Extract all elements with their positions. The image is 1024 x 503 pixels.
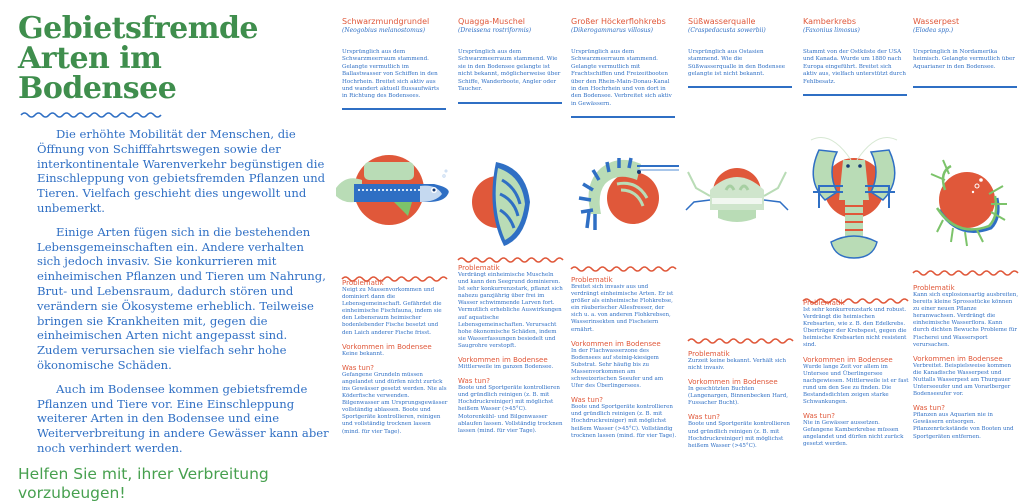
red-wave-divider bbox=[913, 262, 1013, 281]
species-details bbox=[342, 279, 448, 436]
action-text: Boote und Sportgeräte kontrollieren und gründlich reinigen (z. B. mit Hochdruckreiniger) mit möglichst heißem Wasser (>45°C). Vollständig trocknen lassen (mind. für vier Tage). bbox=[571, 404, 677, 439]
problem-heading: Problematik bbox=[571, 276, 613, 284]
species-description: Ursprünglich aus dem Schwarzmeerraum stammend. Gelangte vermutlich mit Frachtschiffen und Freizeitbooten über den Rhein-Main-Donau-Kanal in den Hochrhein und von dort in den Bodensee. Verbreitet sich aktiv in Gewässern. bbox=[571, 49, 672, 107]
species-description: Ursprünglich in Nordamerika heimisch. Gelangte vermutlich über Aquarianer in den Bodensee. bbox=[913, 49, 1015, 70]
jellyfish-icon bbox=[682, 150, 792, 244]
species-name: Großer Höckerflohkrebs bbox=[571, 17, 666, 26]
blue-rule-divider bbox=[688, 86, 792, 88]
intro-paragraph-1: Die erhöhte Mobilität der Menschen, die Öffnung von Schifffahrtswegen sowie der interkontinentale Warenverkehr begünstigen die Einschleppung von gebietsfremden Pflanzen und Tieren. Vielfach geschieht dies ungewollt und unbemerkt. bbox=[37, 127, 326, 215]
occurrence-text: In geschützten Buchten (Langenargen, Binnenbecken Hard, Fussacher Bucht). bbox=[688, 386, 789, 407]
call-to-action: Helfen Sie mit, ihrer Verbreitung vorzubeugen! bbox=[18, 464, 269, 502]
intro-panel bbox=[18, 11, 330, 503]
problem-text: Verdrängt einheimische Muscheln und kann den Seegrund dominieren. Ist sehr konkurrenzstark, pflanzt sich nahezu ganzjährig über frei im Wasser schwimmende Larven fort. Vermutlich erhebliche Auswirkungen auf aquatische Lebensgemeinschaften. Verursacht hohe ökonomische Schäden, indem sie Wasserfassungen besiedelt und Saugrohre verstopft. bbox=[458, 272, 563, 349]
problem-text: Zurzeit keine bekannt. Verhält sich nicht invasiv. bbox=[688, 358, 787, 372]
species-details bbox=[571, 276, 677, 440]
species-details bbox=[688, 350, 794, 450]
species-description: Ursprünglich aus dem Schwarzmeerraum stammend. Wie sie in den Bodensee gelangte ist nicht bekannt, möglicherweise über Schiffe, Wanderboote, Angler oder Taucher. bbox=[458, 49, 561, 93]
species-latin-name: (Dreissena rostriformis) bbox=[458, 27, 532, 34]
occurrence-text: Keine bekannt. bbox=[342, 350, 384, 357]
problem-heading: Problematik bbox=[688, 350, 730, 358]
species-latin-name: (Neogobius melanostomus) bbox=[342, 27, 426, 34]
species-description: Ursprünglich aus dem Schwarzmeerraum stammend. Gelangte vermutlich im Ballastwasser von Schiffen in den Hochrhein. Breitet sich aktiv aus und wandert aktuell flussaufwärts in Richtung des Bodensees. bbox=[342, 49, 440, 100]
action-text: Gefangene Grundeln müssen angelandet und dürfen nicht zurück ins Gewässer gesetzt werden. Nie als Köderfische verwenden. Bilgenwasser am Ursprungsgewässer vollständig ablassen. Boote und Sportgeräte kontrollieren, reinigen und vollständig trocknen lassen (mind. für vier Tage). bbox=[342, 371, 448, 435]
species-name: Wasserpest bbox=[913, 17, 960, 26]
occurrence-text: Verbreitet. Beispielsweise kommen die Kanadische Wasserpest und Nuttalls Wasserpest am Thurgauer Unterseeufer und am Vorarlberger Bodenseeufer vor. bbox=[913, 362, 1012, 398]
problem-heading: Problematik bbox=[342, 279, 384, 287]
occurrence-heading: Vorkommen im Bodensee bbox=[803, 355, 893, 364]
blue-rule-divider bbox=[803, 94, 907, 96]
action-heading: Was tun? bbox=[913, 404, 945, 413]
occurrence-text: Mittlerweile im ganzen Bodensee. bbox=[458, 364, 554, 371]
waterweed-icon bbox=[909, 150, 1019, 254]
red-wave-divider bbox=[688, 330, 788, 349]
species-latin-name: (Craspedacusta sowerbii) bbox=[688, 27, 766, 34]
species-latin-name: (Faxonius limosus) bbox=[803, 27, 860, 34]
action-text: Nie in Gewässer aussetzen. Gefangene Kamberkrebse müssen angelandet und dürfen nicht zurück gesetzt werden. bbox=[803, 420, 904, 448]
problem-text: Ist sehr konkurrenzstark und robust. Verdrängt die heimischen Krebsarten, wie z. B. den Edelkrebs. Überträger der Krebspest, gegen die heimische Krebsarten nicht resistent sind. bbox=[803, 307, 907, 349]
intro-paragraph-3: Auch im Bodensee kommen gebietsfremde Pflanzen und Tiere vor. Eine Einschleppung weiterer Arten in den Bodensee und eine Weiterverbreitung in andere Gewässer kann aber noch verhindert werden. bbox=[37, 381, 329, 455]
blue-rule-divider bbox=[571, 116, 675, 118]
page-title bbox=[18, 11, 330, 106]
occurrence-heading: Vorkommen im Bodensee bbox=[342, 342, 432, 351]
goby-fish-icon bbox=[334, 140, 454, 244]
amphipod-icon bbox=[571, 140, 681, 244]
species-name: Schwarzmundgrundel bbox=[342, 17, 430, 26]
action-heading: Was tun? bbox=[458, 377, 490, 386]
species-latin-name: (Dikerogammarus villosus) bbox=[571, 27, 653, 34]
species-description: Stammt von der Ostküste der USA und Kanada. Wurde um 1880 nach Europa eingeführt. Breitet sich aktiv aus, vielfach unterstützt durch Fehlbesatz. bbox=[803, 49, 907, 85]
species-details bbox=[458, 264, 564, 435]
species-name: Süßwasserqualle bbox=[688, 17, 756, 26]
title-line-1: Gebietsfremde bbox=[18, 11, 259, 46]
action-heading: Was tun? bbox=[571, 396, 603, 405]
title-line-2: Arten im bbox=[18, 41, 162, 76]
blue-rule-divider bbox=[458, 102, 562, 104]
action-heading: Was tun? bbox=[803, 412, 835, 421]
problem-text: Neigt zu Massenvorkommen und dominiert dann die Lebensgemeinschaft. Gefährdet die einheimische Fischfauna, indem sie den Lebensraum heimischer bodenlebender Fische besetzt und den Laich anderer Fische frisst. bbox=[342, 287, 442, 336]
occurrence-text: Wurde lange Zeit vor allem im Untersee und Überlingersee nachgewiesen. Mittlerweile ist er fast rund um den See zu finden. Die Bestandsdichten zeigen starke Schwankungen. bbox=[803, 363, 909, 406]
problem-heading: Problematik bbox=[913, 284, 955, 292]
occurrence-text: In der Flachwasserzone des Bodensees auf steinig-kiesigem Substrat. Sehr häufig bis zu Massenvorkommen am schweizerischen Seeufer und am Ufer des Überlingersees. bbox=[571, 347, 664, 390]
mussel-icon bbox=[466, 150, 536, 254]
occurrence-heading: Vorkommen im Bodensee bbox=[688, 378, 778, 387]
blue-wave-divider bbox=[21, 111, 163, 119]
intro-text bbox=[37, 127, 329, 456]
occurrence-heading: Vorkommen im Bodensee bbox=[571, 339, 661, 348]
occurrence-heading: Vorkommen im Bodensee bbox=[458, 356, 548, 365]
species-name: Kamberkrebs bbox=[803, 17, 857, 26]
title-line-3: Bodensee bbox=[18, 71, 177, 106]
species-name: Quagga-Muschel bbox=[458, 17, 525, 26]
blue-rule-divider bbox=[342, 108, 446, 110]
action-text: Boote und Sportgeräte kontrollieren und gründlich reinigen (z. B. mit Hochdruckreiniger) mit möglichst heißem Wasser (>45°C). Motorenkühl- und Bilgenwasser ablaufen lassen. Vollständig trocknen lassen (mind. für vier Tage). bbox=[458, 385, 563, 434]
action-text: Boote und Sportgeräte kontrollieren und gründlich reinigen (z. B. mit Hochdruckreiniger) mit möglichst heißem Wasser (>45°C). bbox=[688, 421, 790, 449]
red-wave-divider bbox=[571, 258, 671, 277]
species-latin-name: (Elodea spp.) bbox=[913, 27, 954, 34]
intro-paragraph-2: Einige Arten fügen sich in die bestehenden Lebensgemeinschaften ein. Andere verhalten sich jedoch invasiv. Sie konkurrieren mit einheimischen Pflanzen und Tieren um Nahrung, Brut- und Lebensraum, dadurch stören und verändern sie Ökosysteme erheblich. Teilweise bringen sie Krankheiten mit, gegen die einheimischen Arten nicht angepasst sind. Zudem verursachen sie vielfach sehr hohe ökonomische Schäden. bbox=[37, 224, 326, 372]
problem-text: Breitet sich invasiv aus und verdrängt einheimische Arten. Er ist größer als einheimische Flohkrebse, ein räuberischer Allesfresser, der sich u. a. von anderen Flohkrebsen, Wasserinsekten und Fischeiern ernährt. bbox=[571, 284, 674, 333]
species-details bbox=[803, 299, 909, 449]
blue-rule-divider bbox=[913, 86, 1017, 88]
problem-heading: Problematik bbox=[803, 299, 845, 307]
problem-text: Kann sich explosionsartig ausbreiten, bereits kleine Sprossstücke können zu einer neuen Pflanze heranwachsen. Verdrängt die einheimische Wasserflora. Kann durch dichten Bewuchs Probleme für Fischerei und Wassersport verursachen. bbox=[913, 292, 1019, 348]
action-text: Pflanzen aus Aquarien nie in Gewässern entsorgen. Pflanzenrückstände von Booten und Sportgeräten entfernen. bbox=[913, 412, 1014, 440]
action-heading: Was tun? bbox=[342, 363, 374, 372]
action-heading: Was tun? bbox=[688, 413, 720, 422]
occurrence-heading: Vorkommen im Bodensee bbox=[913, 354, 1003, 363]
problem-heading: Problematik bbox=[458, 264, 500, 272]
species-description: Ursprünglich aus Ostasien stammend. Wie die Süßwasserqualle in den Bodensee gelangte ist nicht bekannt. bbox=[688, 49, 786, 78]
crayfish-icon bbox=[799, 130, 909, 274]
species-details bbox=[913, 284, 1019, 441]
